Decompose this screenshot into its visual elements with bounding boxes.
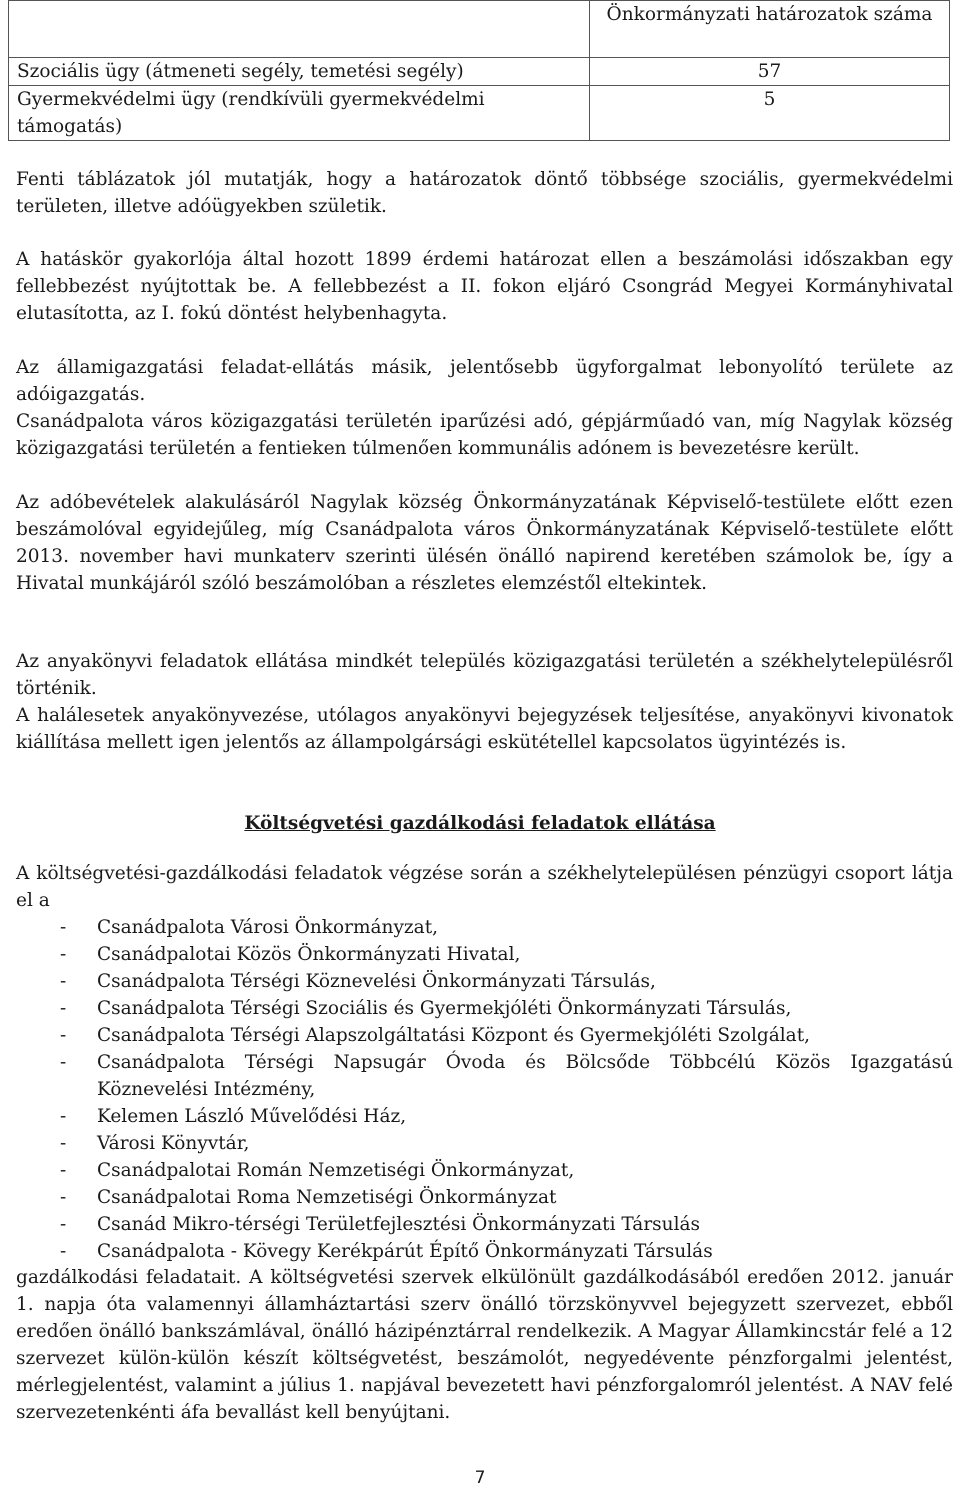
table-row <box>9 58 950 86</box>
list-item-text: Csanádpalotai Roma Nemzetiségi Önkormányzat <box>97 1187 557 1208</box>
list-item <box>16 968 953 995</box>
list-item <box>16 995 953 1022</box>
list-dash: - <box>60 1106 67 1127</box>
list-item-text: Csanád Mikro-térségi Területfejlesztési Önkormányzati Társulás <box>97 1214 701 1235</box>
list-item-text: Városi Könyvtár, <box>97 1133 250 1154</box>
paragraph-budget-management: gazdálkodási feladatait. A költségvetési szervek elkülönült gazdálkodásából eredően 2012. január 1. napja óta valamennyi államháztartási szerv önálló törzskönyvvel bejegyzett szervezet, ebből eredően önálló bankszámlával, önálló házipénztárral rendelkezik. A Magyar Államkincstár felé a 12 szervezet külön-külön készít költségvetést, beszámolót, negyedévente pénzforgalmi jelentést, mérlegjelentést, valamint a július 1. napjával bevezetett havi pénzforgalomról jelentést. A NAV felé szervezetenkénti áfa bevallást kell benyújtani. <box>16 1267 953 1423</box>
list-dash: - <box>60 1160 67 1181</box>
table-row <box>9 86 950 141</box>
list-dash: - <box>60 1133 67 1154</box>
list-dash: - <box>60 1025 67 1046</box>
list-item-text: Csanádpalota - Kövegy Kerékpárút Építő Önkormányzati Társulás <box>97 1241 713 1262</box>
paragraph-tax-revenue: Az adóbevételek alakulásáról Nagylak község Önkormányzatának Képviselő-testülete előtt ezen beszámolóval egyidejűleg, míg Csanádpalota város Önkormányzatának Képviselő-testülete előtt 2013. november havi munkaterv szerinti ülésén önálló napirend keretében számolok be, így a Hivatal munkájáról szóló beszámolóban a részletes elemzéstől eltekintek. <box>16 492 953 594</box>
paragraph-tax-admin: Az államigazgatási feladat-ellátás másik, jelentősebb ügyforgalmat lebonyolító területe az adóigazgatás. <box>16 357 953 405</box>
institution-list <box>16 914 953 1265</box>
list-item-text: Kelemen László Művelődési Ház, <box>97 1106 407 1127</box>
list-dash: - <box>60 971 67 992</box>
list-item <box>16 1049 953 1103</box>
list-dash: - <box>60 998 67 1019</box>
list-item <box>16 1022 953 1049</box>
list-dash: - <box>60 1052 67 1073</box>
list-item <box>16 1184 953 1211</box>
list-dash: - <box>60 917 67 938</box>
table-row-value: 5 <box>590 86 950 141</box>
table-header-cell: Önkormányzati határozatok száma <box>590 1 950 58</box>
list-item <box>16 1157 953 1184</box>
list-dash: - <box>60 1187 67 1208</box>
table-header-empty-cell <box>9 1 590 58</box>
paragraph-registry-details: A halálesetek anyakönyvezése, utólagos anyakönyvi bejegyzések teljesítése, anyakönyvi kivonatok kiállítása mellett igen jelentős az állampolgársági eskütétellel kapcsolatos ügyintézés is. <box>16 705 953 753</box>
list-item <box>16 1130 953 1157</box>
decisions-table <box>8 0 950 141</box>
paragraph-tax-types: Csanádpalota város közigazgatási területén iparűzési adó, gépjárműadó van, míg Nagylak község közigazgatási területén a fentieken túlmenően kommunális adónem is bevezetésre került. <box>16 411 953 459</box>
section-heading: Költségvetési gazdálkodási feladatok ellátása <box>244 813 716 834</box>
table-row-label: Gyermekvédelmi ügy (rendkívüli gyermekvédelmi támogatás) <box>9 86 590 141</box>
list-item <box>16 1238 953 1265</box>
paragraph-summary: Fenti táblázatok jól mutatják, hogy a határozatok döntő többsége szociális, gyermekvédelmi területen, illetve adóügyekben születik. <box>16 169 953 217</box>
list-item-text: Csanádpalota Térségi Köznevelési Önkormányzati Társulás, <box>97 971 656 992</box>
list-dash: - <box>60 944 67 965</box>
list-item <box>16 1211 953 1238</box>
paragraph-appeal: A hatáskör gyakorlója által hozott 1899 érdemi határozat ellen a beszámolási időszakban egy fellebbezést nyújtottak be. A fellebbezést a II. fokon eljáró Csongrád Megyei Kormányhivatal elutasította, az I. fokú döntést helybenhagyta. <box>16 249 953 324</box>
list-item-text: Csanádpalota Térségi Napsugár Óvoda és Bölcsőde Többcélú Közös Igazgatású Köznevelési Intézmény, <box>97 1052 953 1100</box>
list-dash: - <box>60 1214 67 1235</box>
table-row-value: 57 <box>590 58 950 86</box>
list-item-text: Csanádpalotai Román Nemzetiségi Önkormányzat, <box>97 1160 575 1181</box>
paragraph-registry: Az anyakönyvi feladatok ellátása mindkét település közigazgatási területén a székhelytelepülésről történik. <box>16 651 953 699</box>
list-item <box>16 1103 953 1130</box>
table-header-row <box>9 1 950 58</box>
list-item-text: Csanádpalota Térségi Alapszolgáltatási Központ és Gyermekjóléti Szolgálat, <box>97 1025 811 1046</box>
list-item-text: Csanádpalota Térségi Szociális és Gyermekjóléti Önkormányzati Társulás, <box>97 998 792 1019</box>
list-item-text: Csanádpalota Városi Önkormányzat, <box>97 917 439 938</box>
list-dash: - <box>60 1241 67 1262</box>
paragraph-budget-intro: A költségvetési-gazdálkodási feladatok végzése során a székhelytelepülésen pénzügyi csoport látja el a <box>16 863 953 911</box>
list-item <box>16 914 953 941</box>
list-item-text: Csanádpalotai Közös Önkormányzati Hivatal, <box>97 944 521 965</box>
page-number: 7 <box>474 1468 486 1488</box>
table-row-label: Szociális ügy (átmeneti segély, temetési segély) <box>9 58 590 86</box>
list-item <box>16 941 953 968</box>
